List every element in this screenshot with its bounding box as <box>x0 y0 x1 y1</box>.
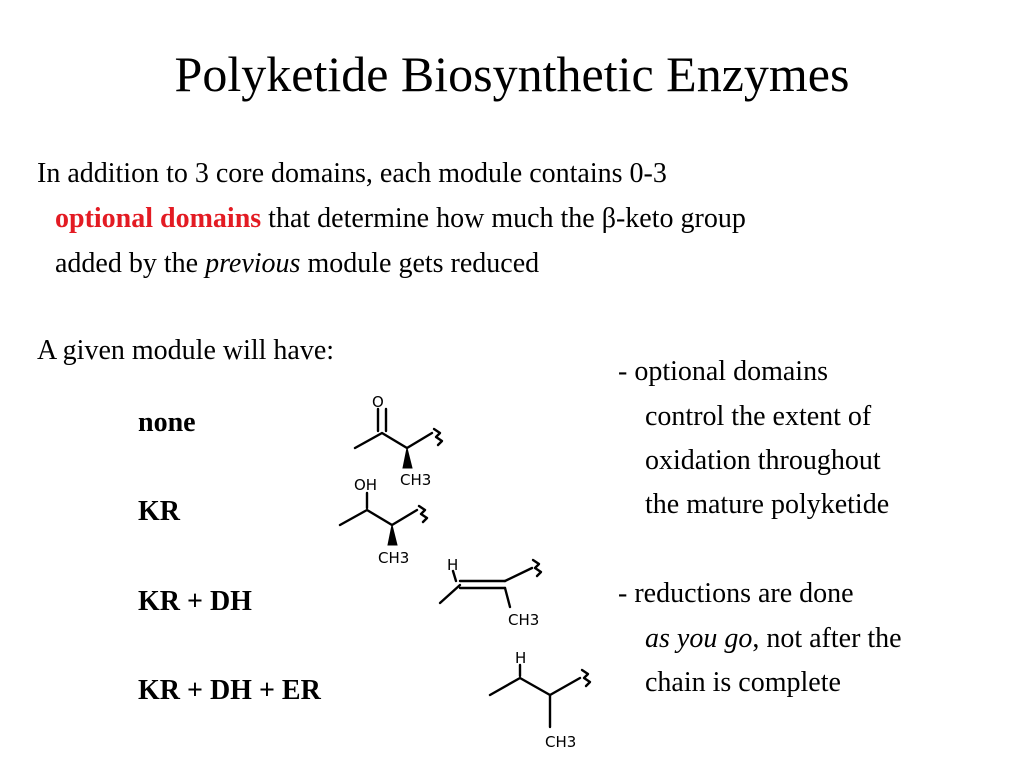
option-kr-dh: KR + DH <box>138 586 252 617</box>
slide-title: Polyketide Biosynthetic Enzymes <box>174 46 850 102</box>
s1-top-label: O <box>372 393 384 411</box>
note-1-line-3: oxidation throughout <box>645 445 881 476</box>
s4-top-label: H <box>515 649 527 667</box>
note-1-line-4: the mature polyketide <box>645 489 890 520</box>
option-none: none <box>138 407 196 438</box>
s2-wedge <box>388 525 397 545</box>
s1-bottom-label: CH3 <box>400 471 432 489</box>
note-2-line-3: chain is complete <box>645 667 841 698</box>
structures-drawing <box>310 385 610 765</box>
intro-line-3-pre: added by the <box>55 248 206 279</box>
s3-top-label: H <box>447 556 459 574</box>
structure-alkene <box>440 556 541 629</box>
note-2-line-2-rest: , not after the <box>752 623 902 654</box>
option-kr: KR <box>138 496 180 527</box>
note-1-line-1: - optional domains <box>618 356 828 387</box>
s2-top-label: OH <box>354 476 378 494</box>
s1-chain <box>355 433 432 448</box>
intro-line-2-rest: that determine how much the β-keto group <box>261 203 746 234</box>
intro-line-2 <box>55 201 746 237</box>
s3-bottom-label: CH3 <box>508 611 540 629</box>
note-2-line-1: - reductions are done <box>618 578 854 609</box>
structure-alcohol <box>340 476 427 567</box>
intro-line-3-post: module gets reduced <box>300 248 540 279</box>
s3-squiggle <box>533 560 541 576</box>
given-module-label: A given module will have: <box>37 335 335 366</box>
s1-wedge <box>403 448 412 468</box>
s3-methyl-bond <box>505 588 510 607</box>
optional-domains-highlight: optional domains <box>55 203 262 234</box>
intro-line-1: In addition to 3 core domains, each module contains 0-3 <box>37 158 667 189</box>
s4-bottom-label: CH3 <box>545 733 577 751</box>
s4-squiggle <box>582 670 590 686</box>
option-kr-dh-er: KR + DH + ER <box>138 675 321 706</box>
note-1-line-2: control the extent of <box>645 401 872 432</box>
s2-bottom-label: CH3 <box>378 549 410 567</box>
s2-squiggle <box>419 506 427 522</box>
s1-squiggle <box>434 429 442 445</box>
s2-chain <box>340 510 417 525</box>
s3-chain-right <box>505 568 532 581</box>
as-you-go-italic: as you go <box>645 623 753 654</box>
previous-italic: previous <box>205 248 301 279</box>
s4-chain <box>490 678 580 695</box>
note-2-line-2 <box>645 621 902 657</box>
intro-line-3 <box>55 246 539 282</box>
structure-keto <box>355 393 442 489</box>
s3-chain-left <box>440 585 460 603</box>
structure-alkane <box>490 649 590 751</box>
